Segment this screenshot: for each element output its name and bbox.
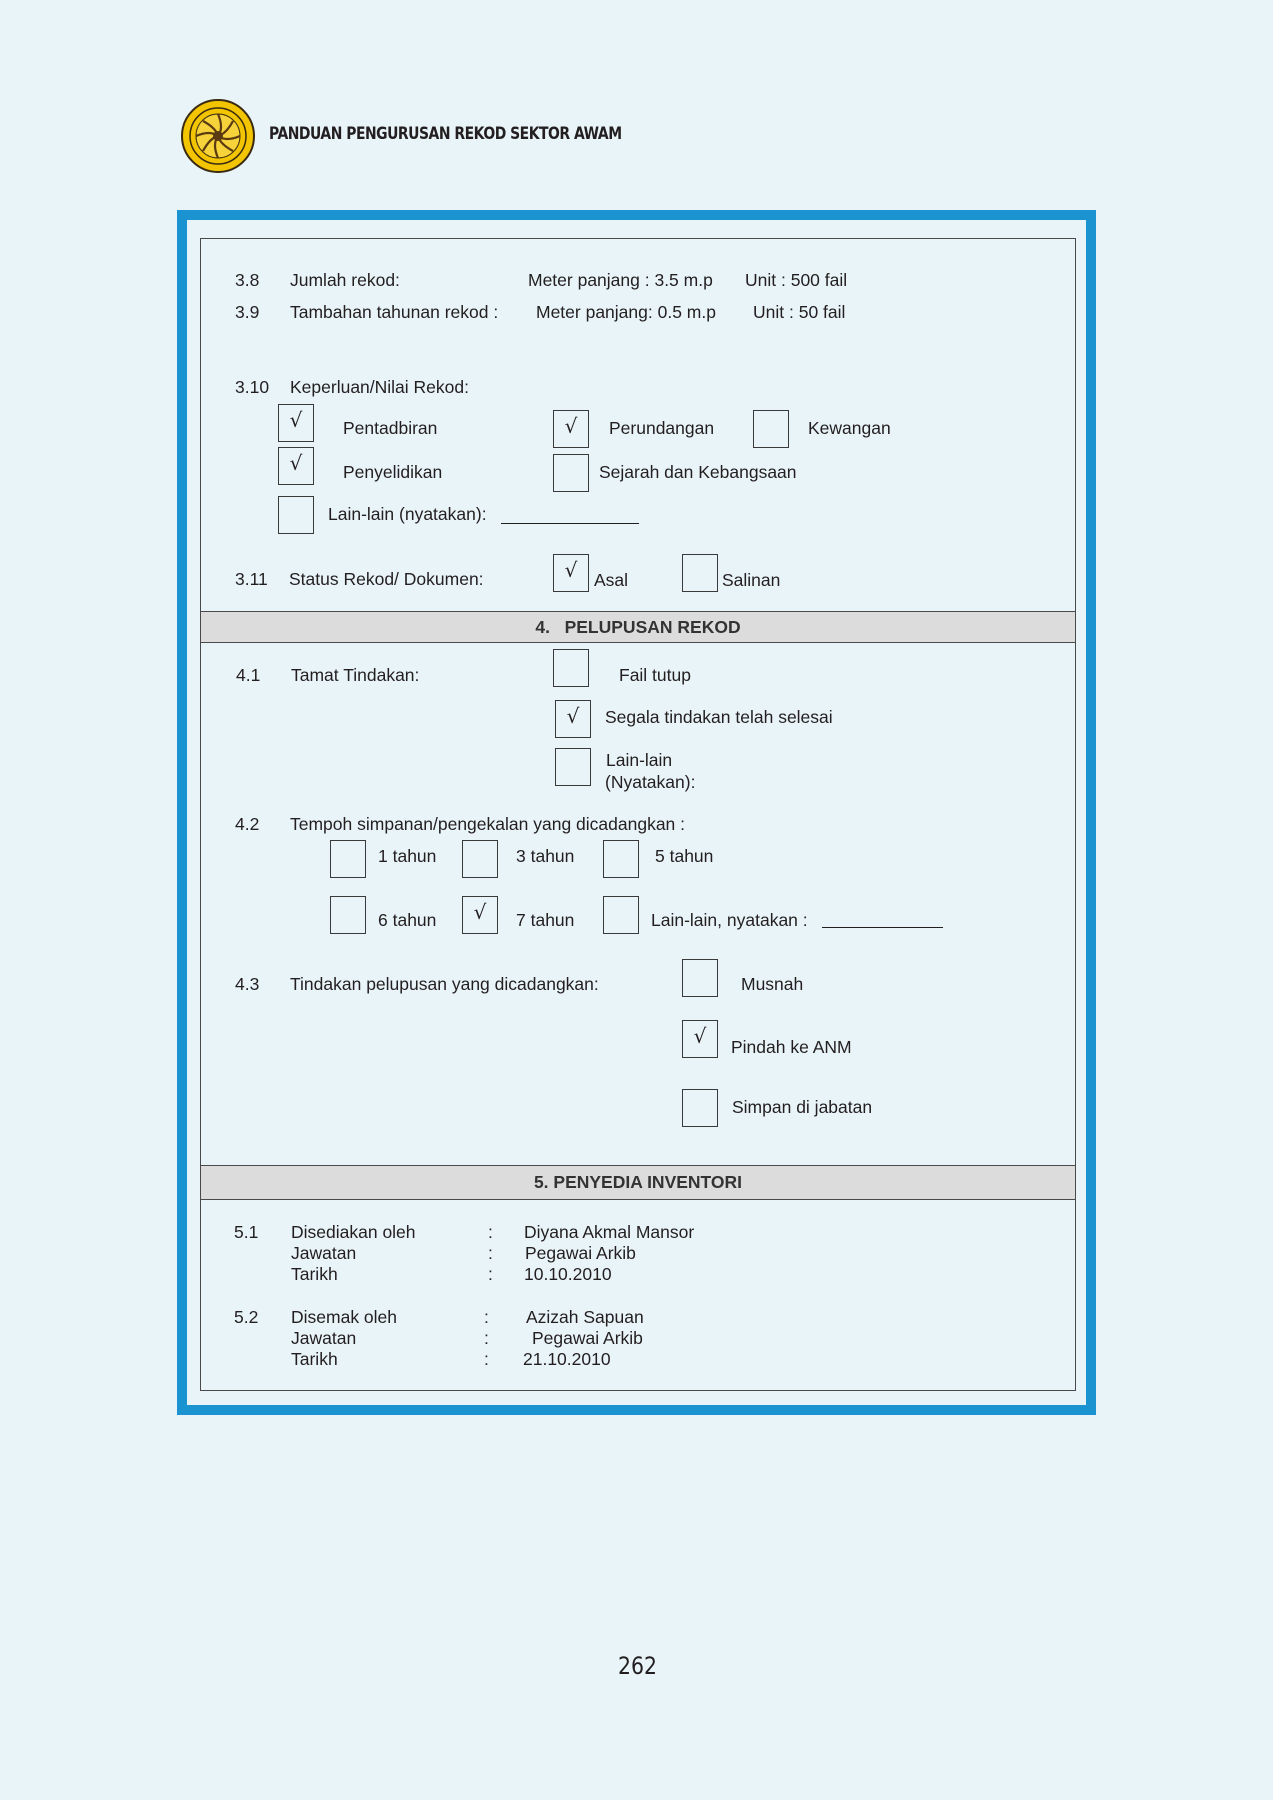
reviewed-by-value: Azizah Sapuan: [526, 1307, 644, 1327]
checkbox-3-tahun[interactable]: [462, 840, 498, 878]
retention-period-label: Tempoh simpanan/pengekalan yang dicadangkan :: [290, 814, 686, 834]
item-number: 5.1: [234, 1222, 259, 1242]
checkbox-5-tahun[interactable]: [603, 840, 639, 878]
option-label: Simpan di jabatan: [732, 1097, 873, 1117]
checkbox-fail-tutup[interactable]: [553, 649, 589, 687]
option-label: Kewangan: [808, 418, 891, 438]
position-value: Pegawai Arkib: [525, 1243, 636, 1263]
position-label: Jawatan: [291, 1328, 357, 1348]
item-number: 5.2: [234, 1307, 259, 1327]
colon: :: [484, 1328, 489, 1348]
option-label: 6 tahun: [378, 910, 437, 930]
annual-addition-meter: Meter panjang: 0.5 m.p: [536, 302, 716, 322]
checkbox-6-tahun[interactable]: [330, 896, 366, 934]
record-status-label: Status Rekod/ Dokumen:: [289, 569, 484, 589]
header-title: PANDUAN PENGURUSAN REKOD SEKTOR AWAM: [269, 124, 622, 144]
record-value-label: Keperluan/Nilai Rekod:: [290, 377, 469, 397]
checkbox-segala-tindakan[interactable]: √: [555, 700, 591, 738]
total-records-label: Jumlah rekod:: [290, 270, 400, 290]
colon: :: [484, 1307, 489, 1327]
checkbox-kewangan[interactable]: [753, 410, 789, 448]
option-label: 1 tahun: [378, 846, 437, 866]
prepared-by-value: Diyana Akmal Mansor: [524, 1222, 695, 1242]
date-label: Tarikh: [291, 1264, 338, 1284]
item-number: 3.8: [235, 270, 260, 290]
checkbox-salinan[interactable]: [682, 554, 718, 592]
option-label: Lain-lain (nyatakan):: [328, 504, 487, 524]
option-label: 7 tahun: [516, 910, 575, 930]
checkbox-pindah-ke-anm[interactable]: √: [682, 1020, 718, 1058]
prepared-by-label: Disediakan oleh: [291, 1222, 416, 1242]
checkbox-simpan-di-jabatan[interactable]: [682, 1089, 718, 1127]
checkbox-lain-lain[interactable]: [278, 496, 314, 534]
fill-in-line[interactable]: [501, 523, 639, 524]
section-title: 4. PELUPUSAN REKOD: [535, 617, 741, 637]
checkbox-7-tahun[interactable]: √: [462, 896, 498, 934]
option-label: Pindah ke ANM: [731, 1037, 852, 1057]
checkbox-asal[interactable]: √: [553, 554, 589, 592]
total-records-meter: Meter panjang : 3.5 m.p: [528, 270, 713, 290]
option-label: Salinan: [722, 570, 781, 590]
checkbox-1-tahun[interactable]: [330, 840, 366, 878]
checkbox-musnah[interactable]: [682, 959, 718, 997]
item-number: 3.11: [235, 569, 268, 589]
end-of-action-label: Tamat Tindakan:: [291, 665, 420, 685]
option-label: Lain-lain: [606, 750, 673, 770]
option-label-note: (Nyatakan):: [605, 772, 696, 792]
item-number: 4.2: [235, 814, 260, 834]
checkbox-perundangan[interactable]: √: [553, 410, 589, 448]
colon: :: [488, 1222, 493, 1242]
date-value: 21.10.2010: [523, 1349, 611, 1369]
colon: :: [484, 1349, 489, 1369]
total-records-unit: Unit : 500 fail: [745, 270, 848, 290]
position-label: Jawatan: [291, 1243, 357, 1263]
annual-addition-label: Tambahan tahunan rekod :: [290, 302, 499, 322]
checkbox-penyelidikan[interactable]: √: [278, 447, 314, 485]
date-value: 10.10.2010: [524, 1264, 612, 1284]
agency-logo: [180, 98, 256, 174]
option-label: Penyelidikan: [343, 462, 443, 482]
section-4-header: [201, 611, 1075, 643]
item-number: 3.10: [235, 377, 270, 397]
checkbox-lain-lain-4-1[interactable]: [555, 748, 591, 786]
checkbox-sejarah[interactable]: [553, 454, 589, 492]
option-label: 5 tahun: [655, 846, 714, 866]
option-label: Asal: [594, 570, 629, 590]
option-label: Pentadbiran: [343, 418, 438, 438]
checkbox-lain-lain-4-2[interactable]: [603, 896, 639, 934]
fill-in-line[interactable]: [822, 927, 943, 928]
option-label: 3 tahun: [516, 846, 575, 866]
item-number: 3.9: [235, 302, 260, 322]
colon: :: [488, 1264, 493, 1284]
section-title: 5. PENYEDIA INVENTORI: [533, 1172, 743, 1192]
option-label: Musnah: [741, 974, 804, 994]
annual-addition-unit: Unit : 50 fail: [753, 302, 846, 322]
position-value: Pegawai Arkib: [532, 1328, 643, 1348]
option-label: Sejarah dan Kebangsaan: [599, 462, 797, 482]
page-number: 262: [618, 1652, 657, 1680]
item-number: 4.1: [236, 665, 261, 685]
option-label: Fail tutup: [619, 665, 691, 685]
section-5-header: [201, 1165, 1075, 1200]
date-label: Tarikh: [291, 1349, 338, 1369]
option-label: Segala tindakan telah selesai: [605, 707, 833, 727]
disposal-action-label: Tindakan pelupusan yang dicadangkan:: [290, 974, 599, 994]
reviewed-by-label: Disemak oleh: [291, 1307, 398, 1327]
item-number: 4.3: [235, 974, 260, 994]
option-label: Lain-lain, nyatakan :: [651, 910, 808, 930]
checkbox-pentadbiran[interactable]: √: [278, 404, 314, 442]
colon: :: [488, 1243, 493, 1263]
option-label: Perundangan: [609, 418, 715, 438]
